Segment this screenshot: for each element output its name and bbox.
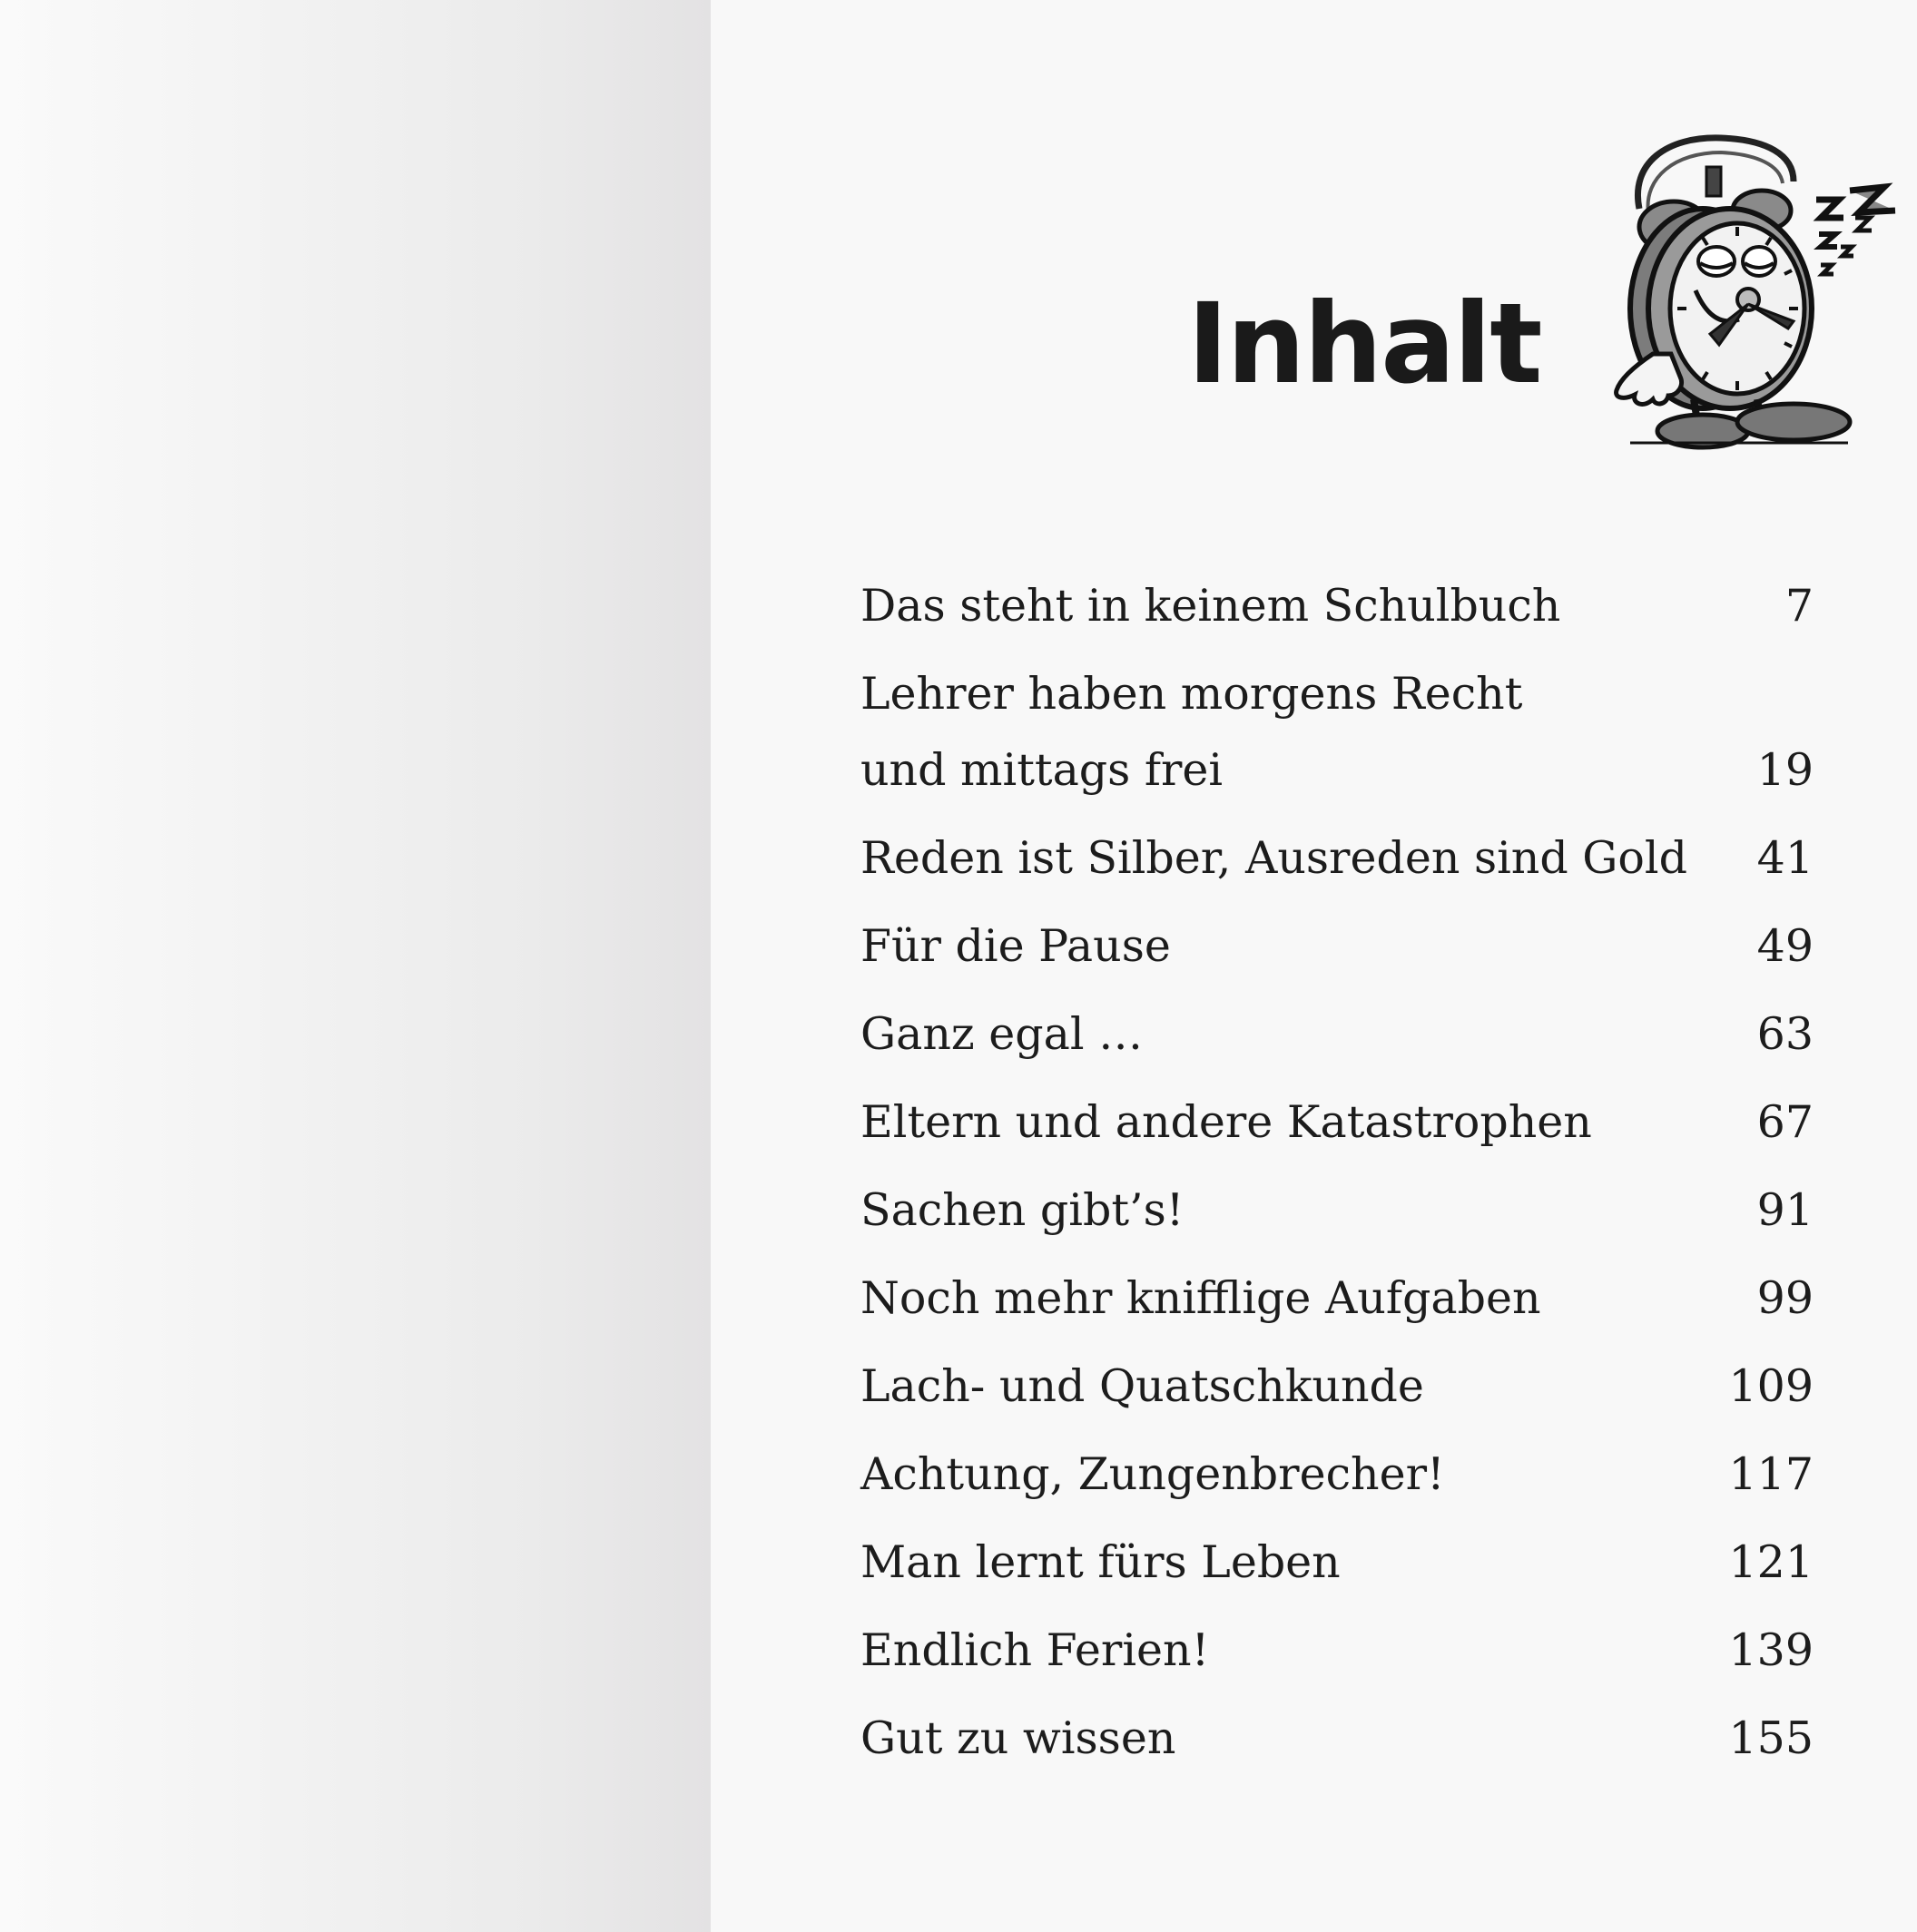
- toc-entry[interactable]: [860, 656, 1814, 819]
- toc-entry-title: Eltern und andere Katastrophen: [860, 1096, 1592, 1148]
- toc-entry-title: Gut zu wissen: [860, 1712, 1176, 1764]
- toc-entry-page: 121: [1728, 1536, 1814, 1588]
- toc-entry-page: 155: [1728, 1712, 1814, 1764]
- sleeping-alarm-clock-icon: [1612, 127, 1917, 463]
- toc-entry-title: Ganz egal …: [860, 1008, 1144, 1060]
- toc-entry-title: Man lernt fürs Leben: [860, 1536, 1341, 1588]
- toc-entry-title: Das steht in keinem Schulbuch: [860, 580, 1561, 632]
- toc-entry-page: 49: [1756, 920, 1814, 972]
- toc-entry-page: 63: [1756, 1008, 1814, 1060]
- toc-entry-title: Für die Pause: [860, 920, 1171, 972]
- toc-entry-page: 109: [1728, 1360, 1814, 1412]
- left-page-blank: [0, 0, 711, 1932]
- toc-entry-page: 41: [1756, 832, 1814, 884]
- toc-entry-page: 91: [1756, 1184, 1814, 1236]
- toc-entry-title: und mittags frei: [860, 744, 1224, 796]
- toc-entry-title: Lach- und Quatschkunde: [860, 1360, 1424, 1412]
- toc-entry-page: 19: [1756, 744, 1814, 796]
- page-title: Inhalt: [1187, 280, 1541, 408]
- toc-entry-title: Reden ist Silber, Ausreden sind Gold: [860, 832, 1687, 884]
- toc-entry-page: 99: [1756, 1272, 1814, 1324]
- toc-entry-title: Endlich Ferien!: [860, 1624, 1210, 1676]
- toc-entry-title: Sachen gibt’s!: [860, 1184, 1185, 1236]
- toc-entry-page: 7: [1784, 580, 1814, 632]
- toc-entry-page: 139: [1728, 1624, 1814, 1676]
- toc-entry-title: Achtung, Zungenbrecher!: [860, 1448, 1445, 1500]
- toc-entry-title-line1: Lehrer haben morgens Recht: [860, 668, 1523, 720]
- toc-entry-page: 117: [1728, 1448, 1814, 1500]
- toc-entry-title: Noch mehr knifflige Aufgaben: [860, 1272, 1541, 1324]
- toc-entry-page: 67: [1756, 1096, 1814, 1148]
